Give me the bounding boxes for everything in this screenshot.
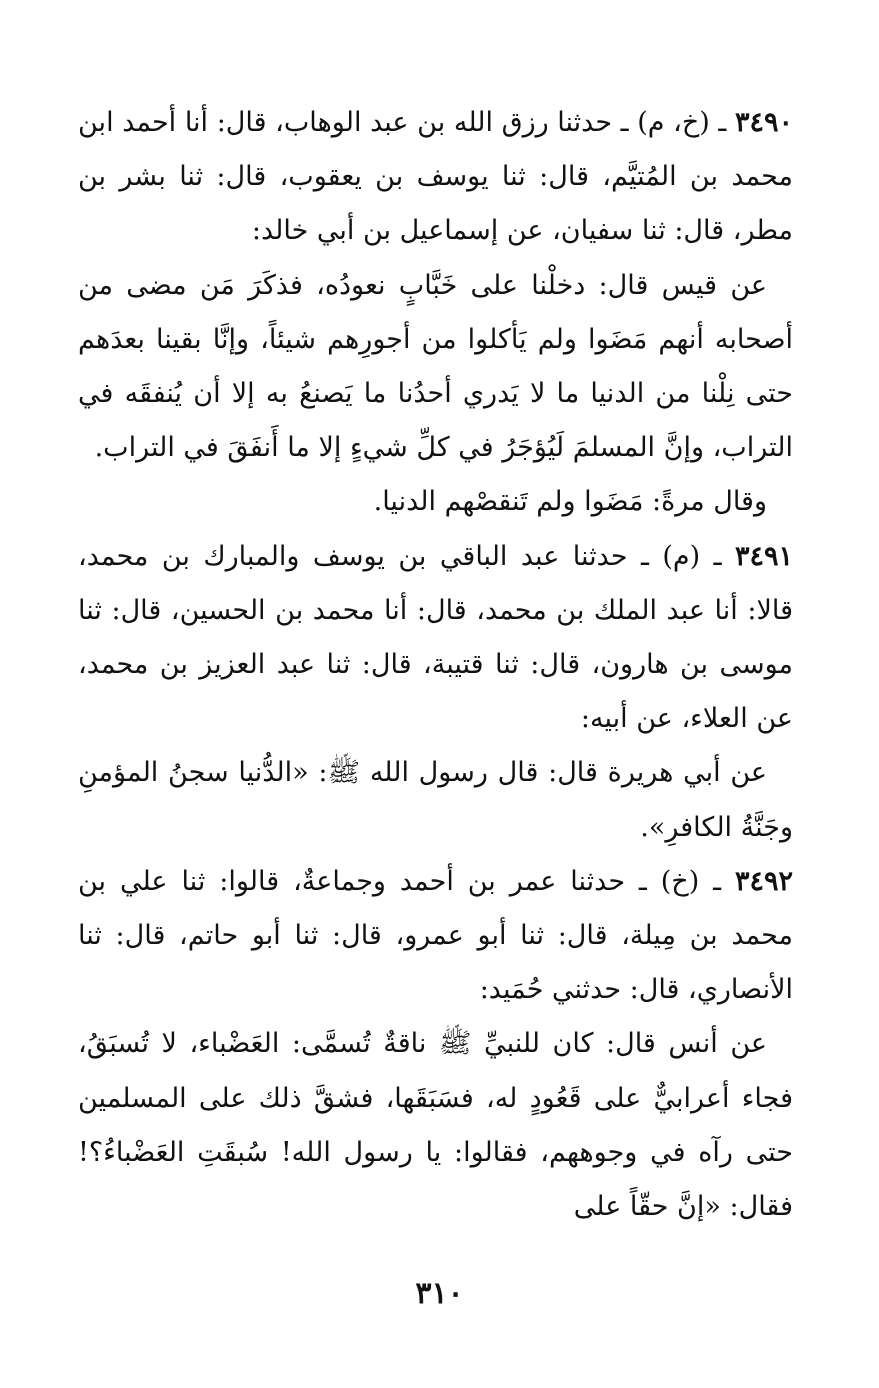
hadith-3491-chain [78, 530, 793, 747]
paragraph-text: عن قيس قال: دخلْنا على خَبَّابٍ نعودُه، فذكَرَ مَن مضى من أصحابه أنهم مَضَوا ولم يَأكلوا من أجورِهم شيئاً، وإنَّا بقينا بعدَهم حتى نِلْنا من الدنيا ما لا يَدري أحدُنا ما يَصنعُ به إلا أن يُنفقَه في التراب، وإنَّ المسلمَ لَيُؤجَرُ في كلِّ شيءٍ إلا ما أَنفَقَ في التراب. [78, 269, 793, 464]
hadith-3491-text [78, 746, 793, 854]
hadith-number: ٣٤٩٠ [734, 107, 793, 138]
paragraph-text: ـ (م) ـ حدثنا عبد الباقي بن يوسف والمبارك بن محمد، قالا: أنا عبد الملك بن محمد، قال: أنا محمد بن الحسين، قال: ثنا موسى بن هارون، قال: ثنا قتيبة، قال: ثنا عبد العزيز بن محمد، عن العلاء، عن أبيه: [78, 540, 793, 735]
paragraph-text: ـ (خ، م) ـ حدثنا رزق الله بن عبد الوهاب، قال: أنا أحمد ابن محمد بن المُتيَّم، قال: ثنا يوسف بن يعقوب، قال: ثنا بشر بن مطر، قال: ثنا سفيان، عن إسماعيل بن أبي خالد: [78, 107, 793, 247]
hadith-3492-text [78, 1017, 793, 1234]
hadith-number: ٣٤٩٢ [734, 865, 793, 897]
hadith-3490-variant [78, 475, 793, 529]
paragraph-text: عن أنس قال: كان للنبيِّ ﷺ ناقةٌ تُسمَّى: العَضْباء، لا تُسبَقُ، فجاء أعرابيٌّ على قَعُودٍ له، فسَبَقَها، فشقَّ ذلك على المسلمين حتى رآه في وجوههم، فقالوا: يا رسول الله! سُبقَتِ العَضْباءُ؟! فقال: «إنَّ حقّاً على [78, 1028, 793, 1223]
hadith-3490-text [78, 259, 793, 476]
hadith-number: ٣٤٩١ [734, 540, 793, 572]
page-number: ٣١٠ [415, 1276, 464, 1311]
hadith-3490-chain [78, 96, 793, 259]
paragraph-text: عن أبي هريرة قال: قال رسول الله ﷺ: «الدُّنيا سجنُ المؤمنِ وجَنَّةُ الكافرِ». [78, 757, 793, 843]
paragraph-text: ـ (خ) ـ حدثنا عمر بن أحمد وجماعةٌ، قالوا: ثنا علي بن محمد بن مِيلة، قال: ثنا أبو عمرو، قال: ثنا أبو حاتم، قال: ثنا الأنصاري، قال: حدثني حُمَيد: [78, 865, 793, 1006]
page-body [78, 96, 793, 1234]
hadith-3492-chain [78, 855, 793, 1018]
paragraph-text: وقال مرةً: مَضَوا ولم تَنقصْهم الدنيا. [373, 486, 767, 518]
